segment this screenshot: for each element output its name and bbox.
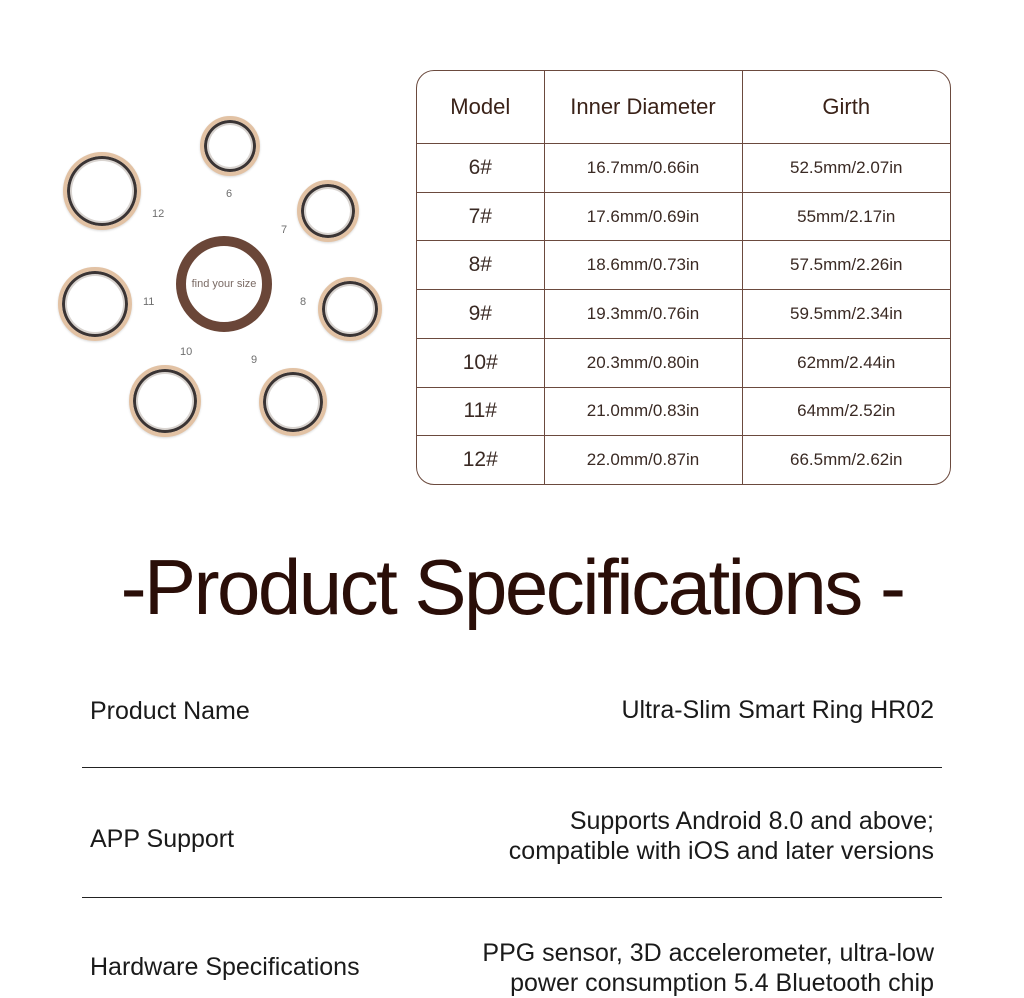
spec-value-line: Ultra-Slim Smart Ring HR02 <box>621 696 934 724</box>
ring-size-table <box>416 70 951 485</box>
girth-cell: 66.5mm/2.62in <box>790 450 903 470</box>
model-cell: 6# <box>417 144 544 193</box>
model-cell: 12# <box>417 436 544 484</box>
inner-diameter-cell: 17.6mm/0.69in <box>544 192 742 241</box>
spec-value-line: compatible with iOS and later versions <box>508 837 934 865</box>
ring-size-diagram <box>40 100 400 460</box>
page-title: -Product Specifications - <box>120 543 904 631</box>
spec-label-app-support: APP Support <box>90 825 235 853</box>
ring-label-12: 12 <box>152 208 165 220</box>
model-cell: 11# <box>417 387 544 436</box>
inner-diameter-cell: 18.6mm/0.73in <box>544 241 742 290</box>
spec-value-line: Supports Android 8.0 and above; <box>569 807 934 835</box>
divider <box>82 897 942 898</box>
girth-cell: 52.5mm/2.07in <box>742 144 950 193</box>
table-header-row <box>417 71 950 144</box>
girth-cell: 62mm/2.44in <box>742 338 950 387</box>
table-row <box>417 192 950 241</box>
inner-diameter-cell: 20.3mm/0.80in <box>544 338 742 387</box>
spec-label-hardware: Hardware Specifications <box>90 953 360 981</box>
girth-cell: 57.5mm/2.26in <box>742 241 950 290</box>
girth-cell: 55mm/2.17in <box>742 192 950 241</box>
column-header-inner-diameter: Inner Diameter <box>544 71 742 144</box>
table-row <box>417 241 950 290</box>
girth-cell: 64mm/2.52in <box>742 387 950 436</box>
inner-diameter-cell: 21.0mm/0.83in <box>544 387 742 436</box>
ring-size-10 <box>129 365 201 437</box>
divider <box>82 767 942 768</box>
spec-value-line: PPG sensor, 3D accelerometer, ultra-low <box>482 939 934 967</box>
ring-size-6 <box>200 116 260 176</box>
ring-label-10: 10 <box>180 346 193 358</box>
spec-label-product-name: Product Name <box>90 697 250 725</box>
inner-diameter-cell: 16.7mm/0.66in <box>544 144 742 193</box>
table-row <box>417 387 950 436</box>
table-row <box>417 338 950 387</box>
ring-size-12 <box>63 152 141 230</box>
ring-label-8: 8 <box>300 296 307 308</box>
column-header-girth: Girth <box>742 71 950 144</box>
table-row <box>417 436 950 484</box>
model-cell: 7# <box>417 192 544 241</box>
ring-size-7 <box>297 180 359 242</box>
ring-size-11 <box>58 267 132 341</box>
girth-cell: 59.5mm/2.34in <box>742 290 950 339</box>
ring-label-7: 7 <box>281 224 288 236</box>
inner-diameter-cell: 19.3mm/0.76in <box>544 290 742 339</box>
spec-value-line: power consumption 5.4 Bluetooth chip <box>510 969 934 997</box>
spec-value-hardware <box>482 938 934 998</box>
inner-diameter-cell: 22.0mm/0.87in <box>544 436 742 484</box>
find-your-size-ring <box>176 236 272 332</box>
find-your-size-label: find your size <box>191 278 257 290</box>
model-cell: 8# <box>417 241 544 290</box>
model-cell: 9# <box>417 290 544 339</box>
table-row <box>417 290 950 339</box>
ring-size-9 <box>259 368 327 436</box>
model-cell: 10# <box>417 338 544 387</box>
spec-value-product-name <box>621 695 934 725</box>
ring-label-9: 9 <box>251 354 258 366</box>
column-header-model: Model <box>417 71 544 144</box>
table-row <box>417 144 950 193</box>
ring-label-6: 6 <box>226 188 233 200</box>
ring-size-8 <box>318 277 382 341</box>
spec-value-app-support <box>509 806 934 866</box>
ring-label-11: 11 <box>143 296 155 308</box>
